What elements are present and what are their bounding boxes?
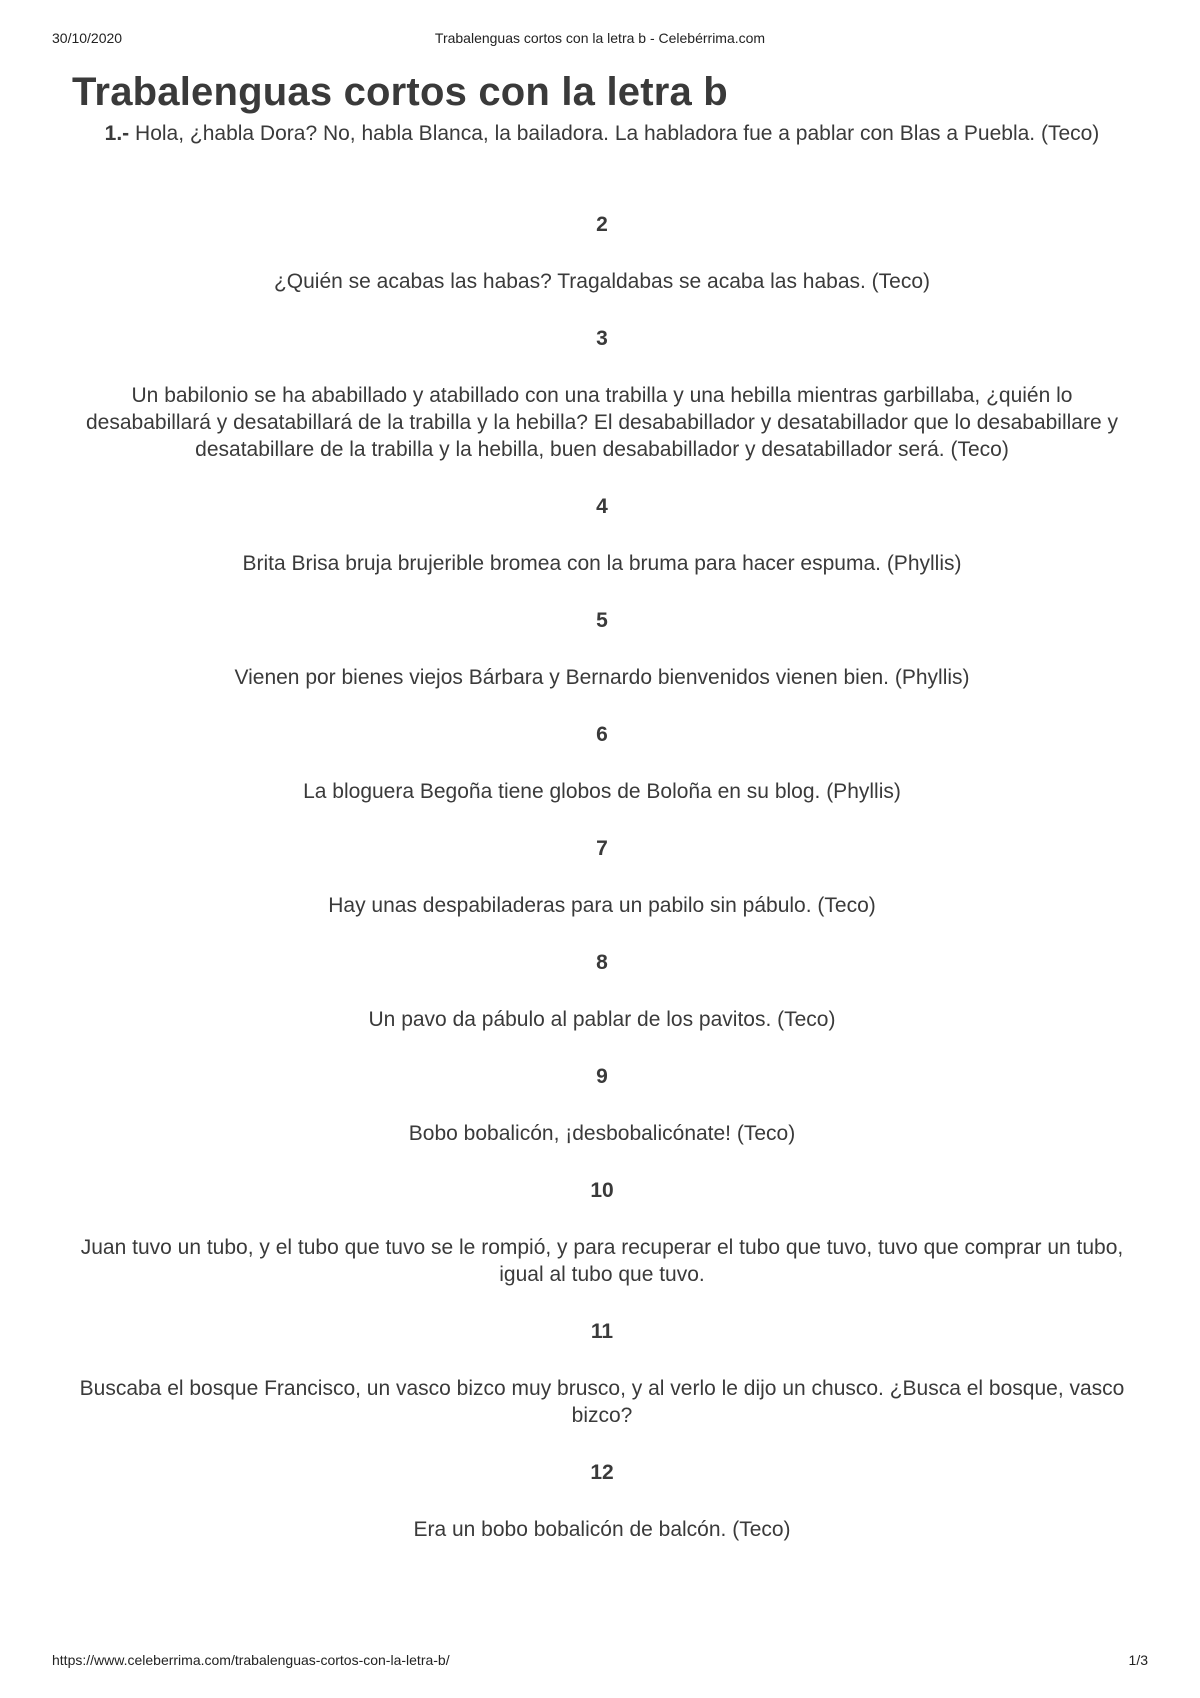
entry-number: 9 [596,1065,608,1088]
page-number: 1/3 [1128,1652,1148,1668]
entry-text: La bloguera Begoña tiene globos de Boloña en su blog. (Phyllis) [303,780,901,803]
entry-text: Era un bobo bobalicón de balcón. (Teco) [413,1518,791,1541]
entry-number: 8 [596,951,608,974]
entry-text: ¿Quién se acabas las habas? Tragaldabas se acaba las habas. (Teco) [273,270,931,293]
entry-text: Un pavo da pábulo al pablar de los pavitos. (Teco) [368,1008,836,1031]
entry-number: 4 [596,495,608,518]
tongue-twister-3 [72,325,1132,463]
tongue-twister-10 [72,1177,1132,1288]
entry-number: 2 [596,213,608,236]
entry-text: Bobo bobalicón, ¡desbobalicónate! (Teco) [408,1122,796,1145]
print-url: https://www.celeberrima.com/trabalenguas-cortos-con-la-letra-b/ [52,1652,450,1668]
page-title: Trabalenguas cortos con la letra b [72,70,728,114]
entry-number: 12 [590,1461,614,1484]
tongue-twister-2 [72,211,1132,295]
entry-text: Hay unas despabiladeras para un pabilo sin pábulo. (Teco) [328,894,876,917]
entry-number: 6 [596,723,608,746]
tongue-twister-7 [72,835,1132,919]
print-date: 30/10/2020 [52,30,123,46]
tongue-twister-5 [72,607,1132,691]
entry-number: 7 [596,837,608,860]
entry-text: Juan tuvo un tubo, y el tubo que tuvo se le rompió, y para recuperar el tubo que tuvo, tuvo que comprar un tubo, igual al tubo que tuvo. [80,1236,1124,1286]
tongue-twister-6 [72,721,1132,805]
tongue-twister-4 [72,493,1132,577]
print-header [52,30,1148,50]
tongue-twister-9 [72,1063,1132,1147]
entry-number: 10 [590,1179,614,1202]
tongue-twister-1 [72,120,1132,147]
print-doc-title: Trabalenguas cortos con la letra b - Celebérrima.com [434,30,766,46]
print-footer [52,1652,1148,1672]
entry-number: 11 [590,1320,614,1343]
tongue-twister-12 [72,1459,1132,1543]
entry-number: 3 [596,327,608,350]
entry-text: Buscaba el bosque Francisco, un vasco bizco muy brusco, y al verlo le dijo un chusco. ¿Busca el bosque, vasco bizco? [79,1377,1125,1427]
entry-number: 1.- [104,122,130,145]
entry-number: 5 [596,609,608,632]
tongue-twister-11 [72,1318,1132,1429]
entry-text: Hola, ¿habla Dora? No, habla Blanca, la bailadora. La habladora fue a pablar con Blas a Puebla. (Teco) [129,122,1100,145]
entry-text: Vienen por bienes viejos Bárbara y Bernardo bienvenidos vienen bien. (Phyllis) [234,666,970,689]
article-content [72,68,1132,1573]
entry-text: Un babilonio se ha ababillado y atabillado con una trabilla y una hebilla mientras garbillaba, ¿quién lo desababillará y desatabillará de la trabilla y la hebilla? El desababillador y desatabillador que lo desababillare y desatabillare de la trabilla y la hebilla, buen desababillador y desatabillador será. (Teco) [86,384,1118,461]
entry-text: Brita Brisa bruja brujerible bromea con la bruma para hacer espuma. (Phyllis) [242,552,962,575]
tongue-twister-8 [72,949,1132,1033]
